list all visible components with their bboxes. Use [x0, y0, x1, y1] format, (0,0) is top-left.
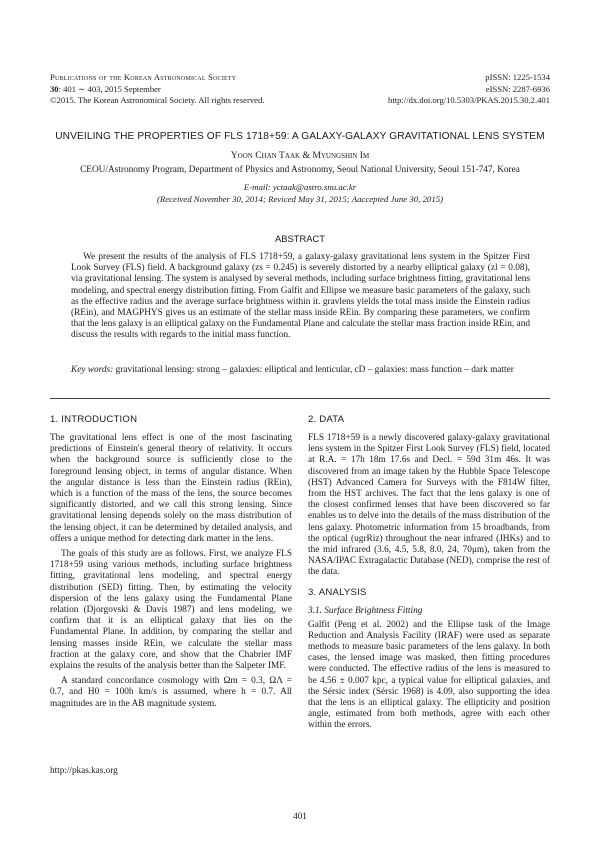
abstract-heading: ABSTRACT	[274, 233, 325, 244]
paper-title: UNVEILING THE PROPERTIES OF FLS 1718+59: A GALAXY-GALAXY GRAVITATIONAL LENS SYSTEM	[55, 131, 545, 142]
journal-header	[50, 72, 264, 107]
keywords-text: gravitational lensing: strong – galaxies: elliptical and lenticular, cD – galaxies: mass function – dark matter	[115, 365, 514, 375]
data-paragraph: FLS 1718+59 is a newly discovered galaxy-galaxy gravitational lens system in the Spitzer First Look Survey (FLS) field, located at R.A. = 17h 18m 17.6s and Decl. = 59d 31m 46s. It was discovered from an image taken by the Hubble Space Telescope (HST) Advanced Camera for Surveys with the F814W filter, from the HST archives. The fact that the lens galaxy is one of the closest confirmed lenses that have been discovered so far enables us to delve into the details of the mass distribution of the lens galaxy. Photometric information from 15 broadbands, from the optical (ugrRiz) throughout the near infrared (JHKs) and to the mid infrared (3.6, 4.5, 5.8, 8.0, 24, 70μm), taken from the NASA/IPAC Extragalactic Database (NED), comprise the rest of the data.	[308, 433, 550, 578]
author-list: Yoon Chan Taak & Myungshin Im	[230, 150, 370, 161]
keywords	[71, 365, 530, 376]
copyright: ©2015. The Korean Astronomical Society. All rights reserved.	[50, 95, 265, 105]
keywords-label: Key words:	[71, 365, 114, 375]
intro-paragraph-2: The goals of this study are as follows. First, we analyze FLS 1718+59 using various methods, including surface brightness fitting, gravitational lens modeling, and spectral energy distribution (SED) fitting. Then, by estimating the velocity dispersion of the lens galaxy using the Fundamental Plane relation (Djorgovski & Davis 1987) and lens modeling, we confirm that it is an elliptical galaxy that lies on the Fundamental Plane. In addition, by comparing the stellar and lensing masses inside REin, we calculate the stellar mass fraction at the galaxy core, and show that the Chabrier IMF explains the results of the analysis better than the Salpeter IMF.	[50, 549, 292, 672]
doi-link[interactable]: http://dx.doi.org/10.5303/PKAS.2015.30.2.401	[388, 95, 550, 105]
page-number: 401	[293, 811, 307, 821]
pages-date: : 401 ∼ 403, 2015 September	[58, 83, 161, 94]
intro-paragraph-1: The gravitational lens effect is one of the most fascinating predictions of Einstein's general theory of relativity. It occurs when the background source is sufficiently close to the foreground lensing object, in terms of angular distance. When the angular distance is less than the Einstein radius (REin), which is a function of the mass of the lens, the source becomes significantly distorted, and we call this strong lensing. Since gravitational lensing depends solely on the mass distribution of the lensing object, it can be determined by detailed analysis, and offers a unique method for detecting dark matter in the lens.	[50, 433, 292, 544]
left-column	[50, 414, 292, 710]
analysis-paragraph: Galfit (Peng et al. 2002) and the Ellipse task of the Image Reduction and Analysis Facility (IRAF) were used as separate methods to measure basic parameters of the lens galaxy. In both cases, the lensed image was masked, then fitting procedures were conducted. The effective radius of the lens is measured to be 4.56 ± 0.007 kpc, a typical value for elliptical galaxies, and the Sérsic index (Sérsic 1968) is 4.09, also supporting the idea that the lens is an elliptical galaxy. The ellipticity and position angle, estimated from both methods, agree with each other within the errors.	[308, 619, 550, 731]
volume-number: 30	[50, 83, 59, 94]
right-column	[308, 414, 550, 732]
received-dates: (Received November 30, 2014; Reviced May 31, 2015; Aaccepted June 30, 2015)	[156, 194, 444, 204]
issn-header	[388, 72, 550, 107]
author-email[interactable]: E-mail: yctaak@astro.snu.ac.kr	[243, 182, 357, 192]
intro-heading: 1. INTRODUCTION	[50, 414, 138, 425]
footer-url[interactable]: http://pkas.kas.org	[50, 765, 118, 775]
data-heading: 2. DATA	[308, 414, 345, 425]
affiliation: CEOU/Astronomy Program, Department of Physics and Astronomy, Seoul National University, Seoul 151-747, Korea	[80, 165, 520, 175]
subsection-heading: 3.1. Surface Brightness Fitting	[308, 605, 423, 616]
journal-name: Publications of the Korean Astronomical Society	[50, 72, 237, 82]
pissn: pISSN: 1225-1534	[485, 72, 550, 82]
intro-paragraph-3: A standard concordance cosmology with Ωm = 0.3, ΩΛ = 0.7, and H0 = 100h km/s is assumed, where h = 0.7. All magnitudes are in the AB magnitude system.	[50, 676, 292, 709]
volume-line	[50, 84, 264, 96]
eissn: eISSN: 2287-6936	[485, 83, 550, 94]
section-gap	[308, 579, 550, 587]
analysis-heading: 3. ANALYSIS	[308, 586, 367, 598]
section-divider	[50, 398, 550, 399]
abstract-text: We present the results of the analysis of FLS 1718+59, a galaxy-galaxy gravitational lens system in the Spitzer First Look Survey (FLS) field. A background galaxy (zs = 0.245) is severely distorted by a nearby elliptical galaxy (zl = 0.08), via gravitational lensing. The system is analysed by several methods, including surface brightness fitting, gravitational lens modeling, and spectral energy distribution fitting. From Galfit and Ellipse we measure basic parameters of the galaxy, such as the effective radius and the average surface brightness within it. gravlens yields the total mass inside the Einstein radius (REin), and MAGPHYS gives us an estimate of the stellar mass inside REin. By comparing these parameters, we confirm that the lens galaxy is an elliptical galaxy on the Fundamental Plane and calculate the stellar mass fraction inside REin, and discuss the results with regards to the initial mass function.	[71, 252, 530, 341]
